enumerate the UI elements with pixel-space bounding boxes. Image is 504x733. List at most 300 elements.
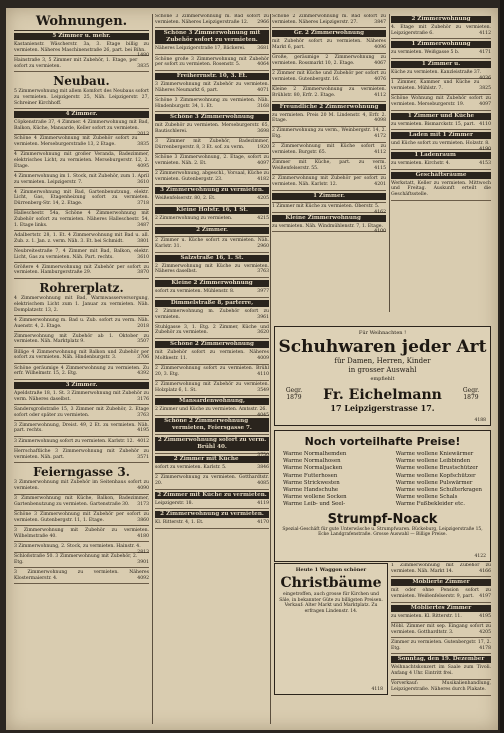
ad-divider [391, 576, 491, 577]
ad-ref-number: 3835 [137, 142, 149, 148]
ad-ref-number: 2966 [257, 19, 269, 25]
ad-text: 1 Zimmer, Kammer und Küche zu vermieten. Mühlstr. 7. [391, 80, 480, 92]
classified-ad [155, 501, 269, 507]
advert-item: Warme Normaljacken [283, 465, 343, 472]
ad-ref-number: 3750 [257, 453, 269, 459]
classified-ad [14, 120, 149, 137]
classified-ad [14, 265, 149, 276]
ad-headline-bar: 2 Zimmer mit Küche [155, 456, 269, 463]
classified-ad [155, 57, 269, 68]
ad-divider [14, 187, 149, 188]
ad-ref-number: 3706 [137, 355, 149, 361]
ad-headline-bar: Kleine Zimmerwohnung [272, 215, 386, 222]
advert-items-left [283, 451, 347, 509]
ad-ref-number: 3487 [137, 222, 149, 228]
classified-ad [391, 588, 491, 599]
ad-text: Werkstatt, Keller zu vermieten. Mittwoch und Freitag. Auskunft erteilt die Geschäftsstelle. [391, 180, 491, 198]
ad-divider [272, 69, 386, 70]
ad-headline-bar: 1 Zimmer. [272, 193, 386, 200]
ad-text: 1 Zimmer mit Küche zu vermieten. Oberstr. 5. [272, 204, 380, 210]
ad-text: Große, geräumige 2 Zimmerwohnung zu vermieten. Rossmarkt 10, 2. Etage. [272, 55, 386, 67]
ad-ref-number: 1480 [137, 53, 149, 59]
classified-ad [391, 624, 491, 635]
advert-ref: 4118 [371, 687, 383, 692]
ad-text: 2 Zimmerwohnung mit Zubehör per sofort zu vermieten. Näh. Karlstr. 12. [272, 176, 386, 187]
ad-divider [155, 434, 269, 435]
classified-ad [14, 391, 149, 402]
founded-label-left: Gegr. 1879 [285, 387, 303, 401]
ad-text: 2 Zimmerwohnung sofort zu vermieten. Brühl 20, 3. Etg. [155, 366, 269, 377]
column-3 [272, 14, 386, 312]
ad-headline-bar: 1 Zimmerwohnung [391, 41, 491, 48]
ad-text: Neubreitestraße 7, 4 Zimmer mit Bad, Balkon, elektr. Licht, Gas zu vermieten. Näh. Part. rechts. [14, 248, 149, 260]
classified-ad [14, 423, 149, 434]
ad-headline-bar: Möbliertes Zimmer [391, 605, 491, 612]
ad-text: Kleine 2 Zimmerwohnung zu vermieten. Brühlstr. 80, Erfr. 2. Etage. [272, 87, 386, 98]
classified-ad [155, 98, 269, 109]
classified-ad [155, 350, 269, 361]
ad-ref-number: 4092 [137, 575, 149, 581]
ad-text: 3 Zimmerwohnung mit Zubehör zu vermieten. Näheres Neumarkt 6, part. [155, 82, 269, 93]
classified-ad [391, 640, 491, 651]
ad-ref-number: 3173 [137, 501, 149, 507]
ad-text: und Küche sofort zu vermieten. Holzstr. 8. [391, 141, 490, 147]
ad-divider [155, 204, 269, 205]
advert-shoes [274, 326, 491, 426]
classified-ad [14, 42, 149, 59]
classified-ad [272, 128, 386, 139]
advert-item: Warme Strickwesten [283, 479, 340, 486]
column-rule [152, 14, 153, 724]
category-bar: 3 Zimmer. [14, 382, 149, 389]
ad-ref-number: 4180 [137, 533, 149, 539]
ad-text: Schöne 4 Zimmerwohnung mit Zubehör sofort zu vermieten. Merseburgerstraße 13, 2 Etage. [14, 136, 138, 148]
ad-headline-bar: 2 Zimmer mit Küche zu vermieten. [155, 492, 269, 499]
ad-divider [391, 679, 491, 680]
classified-ad [391, 25, 491, 36]
ad-divider [14, 462, 149, 463]
ad-text: Schöne 3 Zimmerwohnung, 2. Etage, sofort zu vermieten. Näh. 2. Et. [155, 155, 269, 166]
classified-ad [391, 665, 491, 676]
ad-text: Billige 4 Zimmerwohnung mit Balkon und Zubehör per sofort zu vermieten. Näh. Hindenburgstr. 3. [14, 349, 149, 361]
ad-ref-number: 4195 [479, 613, 491, 619]
ad-ref-number: 3801 [137, 238, 149, 244]
founded-label-right: Gegr. 1879 [462, 387, 480, 401]
ad-divider [391, 94, 491, 95]
classified-ad [272, 113, 386, 124]
ad-text: 2 Zimmer mit Küche und Zubehör per sofort zu vermieten. Gutenbergstr. 16. [272, 71, 386, 82]
advert-item: Warme wollene Pulswärmer [395, 479, 473, 486]
ad-headline-bar: 2 Zimmerwohnung zu vermieten. [155, 511, 269, 518]
ad-headline-bar: Sonntag, den 19. Dezember [391, 656, 491, 663]
classified-ad [391, 50, 491, 56]
ad-text: 4 Zimmerwohnung mit Bad, Gartenbenutzung, elektr. Licht, Gas, Etagenheizung sofort zu vermieten. Dürrenberg-Str. 14, 2. Etage. [14, 189, 149, 207]
ad-divider [14, 150, 149, 151]
advert-pre: Heute 1 Waggon schöner [295, 567, 367, 573]
classified-ad [155, 407, 269, 419]
ad-text: Sandersgroßstraße 15, 3 Zimmer mit Zubehör, 2. Etage sofort oder später zu vermieten. [14, 406, 149, 418]
advert-item: Warme Futterhosen [283, 472, 338, 479]
advert-line: in grosser Auswahl [348, 366, 417, 374]
ad-headline-bar: Schöne 3 Zimmerwohnung [155, 114, 269, 121]
section-title: Wohnungen. [14, 14, 149, 31]
ad-divider [272, 142, 386, 143]
ad-text: Apeldstraße 18, 1. St. 3 Zimmerwohnung mit Zubehör zu verm. Näheres daselbst. [14, 390, 149, 402]
classified-ad [391, 161, 491, 167]
advert-item: Warme wollene Kopfschützer [395, 472, 476, 479]
classified-ad [14, 350, 149, 361]
ad-divider [14, 230, 149, 231]
ad-ref-number: 4153 [479, 161, 491, 167]
classified-ad [155, 465, 269, 471]
ad-text: Stuhlgasse 3, 1. Etg. 2 Zimmer, Küche und Zubehör zu vermieten. [155, 324, 269, 336]
column-rule [389, 14, 390, 312]
ad-text: zu vermieten. Weißgasse 5 b. [391, 50, 460, 56]
ad-divider [155, 473, 269, 474]
category-big-heading: Feierngasse 3. [33, 465, 130, 480]
ad-ref-number: 4064 [257, 62, 269, 68]
classified-ad [155, 520, 269, 526]
ad-ref-number: 3176 [137, 396, 149, 402]
classified-ad [14, 366, 149, 377]
ad-divider [391, 110, 491, 111]
advert-item: Warme Handschuhe [283, 487, 339, 494]
ad-headline-bar: 1 Zimmer u. [391, 61, 491, 68]
ad-text: mit Zubehör sofort zu vermieten. Näheres Markt 6, part. [272, 39, 386, 51]
ad-ref-number: 3901 [137, 559, 149, 565]
classified-ad [14, 543, 149, 555]
ad-divider [14, 246, 149, 247]
ad-divider [14, 134, 149, 135]
ad-text: Weißenfelserstr. 80, 2. Et. [155, 196, 216, 202]
ad-divider [14, 331, 149, 332]
advert-item: Warme Normalhosen [283, 458, 341, 465]
advert-body: eingetroffen, auch grosse für Kirchen und Säle, in bekannter Güte zu billigsten Preisen. Verkauf: Alter Markt und Marktplatz. Zu erfragen Lindenstr. 14. [279, 592, 383, 614]
ad-divider [155, 338, 269, 339]
classified-ad [272, 14, 386, 25]
column-4-lower [391, 563, 491, 726]
classified-ad [272, 160, 386, 171]
ad-divider [391, 637, 491, 638]
ad-ref-number: 3620 [257, 330, 269, 336]
classified-ad [14, 89, 149, 106]
ad-ref-number: 4190 [479, 147, 491, 153]
ad-text: 3 Zimmerwohnung sofort zu vermieten. Karlstr. 12. [14, 438, 134, 444]
column-1 [14, 14, 149, 726]
ad-ref-number: 4112 [374, 150, 386, 156]
binding-edge [500, 0, 504, 733]
ad-text: 4 Zimmerwohnung im 1. Stock, mit Zubehör, zum 1. April zu vermieten. Leipzigerstr. 7. [14, 173, 149, 185]
ad-ref-number: 4095 [137, 163, 149, 169]
category-bar: 4 Zimmer. [14, 111, 149, 118]
ad-ref-number: 4115 [374, 165, 386, 171]
advert-item: Warme wollene Schulterkragen [395, 487, 482, 494]
ad-text: 1 Zimmerwohnung mit Zubehör zu vermieten. Näh. Markt 14. [391, 563, 491, 574]
ad-headline-bar: 1 Zimmer und Küche [391, 113, 491, 120]
ad-divider [14, 404, 149, 405]
ad-headline-bar: Kleine Hofstr. 16, 1 St. [155, 207, 269, 214]
ad-headline-bar: Freundliche 2 Zimmerwohnung [272, 104, 386, 111]
ad-text: Küche zu vermieten. Kanzleistraße 37. [391, 70, 482, 76]
ad-ref-number: 2960 [257, 244, 269, 250]
ad-ref-number: 4182 [257, 176, 269, 182]
ad-ref-number: 4112 [374, 92, 386, 98]
column-2 [155, 14, 269, 726]
ad-text: Schöne 3 Zimmerwohnung zu vermieten. Näh. Hindenburgstr. 34, 1. Et. [155, 97, 269, 109]
ad-divider [155, 322, 269, 323]
ad-headline-bar: Schöne 2 Zimmerwohnung [155, 341, 269, 348]
ad-text: Schöne 2 Zimmerwohnung m. Bad sofort zu vermieten. Näheres Leipzigerstr. 27. [272, 14, 386, 25]
ad-divider [391, 622, 491, 623]
ad-text: Näheres Leipzigerstraße 17, Bäckerei. [155, 46, 246, 52]
ad-ref-number: 3825 [479, 86, 491, 92]
ad-divider [14, 108, 149, 109]
advert-ref: 4122 [474, 554, 486, 559]
ad-text: 3 Zimmerwohnung, 2. Stock, zu vermieten. Hainstr. 4. [14, 543, 141, 549]
advert-headline: Christbäume [280, 575, 382, 591]
ad-text: mit oder ohne Pension sofort zu vermieten. Weißenfelserstr. 9, part. [391, 588, 491, 600]
advert-item: Warme wollene Leibbinden [395, 458, 471, 465]
ad-text: 3 Zimmerwohnung, Dreist. 49, 2 Et. zu vermieten. Näh. part. rechts. [14, 422, 149, 434]
ad-divider [155, 415, 269, 416]
classified-ad [14, 449, 149, 460]
ad-text: Größere 4 Zimmerwohnung mit Zubehör per sofort zu vermieten. Hamburgerstraße 29. [14, 264, 149, 276]
advert-item: Warme Leib- und Seel- [283, 501, 346, 508]
classified-ad [272, 176, 386, 187]
ad-ref-number: 2018 [137, 323, 149, 329]
classified-ad [14, 480, 149, 491]
ad-divider [391, 129, 491, 130]
ad-text: Halleschestr. 54a, Schöne 4 Zimmerwohnung mit Zubehör sofort zu vermieten. Näheres Halleschestr. 54, 1. Etage links. [14, 211, 149, 228]
ad-divider [155, 277, 269, 278]
category-big-heading: Neubau. [53, 74, 110, 89]
ad-divider [155, 380, 269, 381]
ad-divider [14, 494, 149, 495]
ad-text: Möbl. Zimmer mit sep. Eingang sofort zu vermieten. Gotthardtstr. 3. [391, 624, 491, 635]
ad-ref-number: 3763 [137, 412, 149, 418]
ad-divider [155, 489, 269, 490]
classified-ad [155, 216, 269, 222]
classified-ad [14, 296, 149, 313]
classified-ad [155, 46, 269, 52]
ad-text: 2 Zimmerwohnung, abgeschl., Vorsaal, Küche zu vermieten. Gutenbergstr. 23. [155, 171, 269, 182]
ad-ref-number: 4215 [257, 216, 269, 222]
ad-ref-number: 3571 [137, 454, 149, 460]
ad-ref-number: 4162 [374, 209, 386, 215]
classified-ad [155, 475, 269, 486]
ad-divider [14, 315, 149, 316]
ad-ref-number: 3763 [257, 269, 269, 275]
ad-text: Schöne geräumige 4 Zimmerwohnung zu vermieten. Zu erfr. Wilhelmstr. 15, 2. Etg. [14, 365, 149, 377]
ad-divider [391, 200, 491, 201]
ad-text: 2 Zimmerwohnung mit Zubehör zu vermieten. Holzplatz 6, 1. St. [155, 382, 269, 393]
ad-divider [155, 528, 269, 529]
ad-divider [272, 174, 386, 175]
ad-text: Kastanienstr. Wäscherstr. 3a, 3. Etage billig zu vermieten. Näheres Maschinenstraße 26, part. bei Bihn. [14, 42, 149, 53]
ad-ref-number: 3835 [137, 63, 149, 69]
ad-ref-number: 4172 [374, 134, 386, 140]
ad-ref-number: 3610 [137, 179, 149, 185]
ad-divider [155, 364, 269, 365]
ad-ref-number: 3870 [137, 270, 149, 276]
ad-divider [155, 252, 269, 253]
ad-text: zu vermieten. Kirchstr. 4. [391, 161, 451, 167]
classified-ad [391, 80, 491, 91]
ad-divider [272, 202, 386, 203]
ad-divider [391, 602, 491, 603]
ad-ref-number: 3961 [257, 314, 269, 320]
ad-headline-bar: Gr. 2 Zimmerwohnung [272, 30, 386, 37]
ad-ref-number: 4097 [479, 101, 491, 107]
classified-ad [14, 211, 149, 228]
classified-ad [155, 309, 269, 320]
ad-divider [155, 153, 269, 154]
classified-ad [14, 152, 149, 169]
ad-divider [14, 446, 149, 447]
ad-ref-number: 4071 [257, 87, 269, 93]
ad-ref-number: 1920 [257, 144, 269, 150]
advert-item: Warme Normalhemden [283, 451, 347, 457]
classified-ad [155, 171, 269, 182]
ad-divider [272, 190, 386, 191]
classified-ad [14, 407, 149, 418]
advert-headline: Noch vorteilhafte Preise! [304, 435, 461, 448]
ad-divider [155, 453, 269, 454]
classified-ad [155, 366, 269, 377]
ad-divider [155, 508, 269, 509]
ad-text: mit Zubehör sofort zu vermieten. Näheres Moltkestr. 11. [155, 350, 269, 361]
advert-christmas-trees [274, 563, 388, 695]
ad-text: Kl. Ritterstr. 4, 1. Et. [155, 520, 204, 526]
ad-ref-number: 4100 [374, 229, 386, 235]
classified-ad [14, 233, 149, 244]
ad-ref-number: 4085 [257, 481, 269, 487]
classified-ad [155, 82, 269, 93]
ad-text: zu vermieten. Bismarckstr. 15, part. [391, 121, 475, 127]
ad-ref-number: 3860 [137, 517, 149, 523]
classified-ad [272, 71, 386, 82]
ad-ref-number: 4012 [137, 438, 149, 444]
advert-item: Warme wollene Schals [395, 494, 458, 501]
ad-divider [14, 209, 149, 210]
ad-headline-bar: 1 Ladenraum [391, 152, 491, 159]
ad-ref-number: 4171 [479, 50, 491, 56]
ad-headline-bar: Schöne 3 Zimmerwohnung mit Zubehör sofort zu vermieten. [155, 30, 269, 44]
ad-ref-number: 4205 [257, 196, 269, 202]
ad-ref-number: 4392 [137, 371, 149, 377]
ad-divider [155, 111, 269, 112]
column-rule [270, 14, 271, 724]
ad-ref-number: 2013 [137, 131, 149, 137]
classified-ad [155, 155, 269, 166]
ad-divider [272, 27, 386, 28]
ad-text: 4. Etage mit Zubehör zu vermieten. Leipzigerstraße 6. [391, 25, 491, 36]
advert-item: Warme wollene Socken [283, 494, 347, 501]
ad-divider [155, 137, 269, 138]
ad-divider [272, 101, 386, 102]
advert-item: Warme wollene Kniewärmer [395, 451, 474, 457]
classified-ad [14, 318, 149, 329]
classified-ad [14, 439, 149, 445]
ad-headline-bar: Freiherrnstr. 10, 3. Et. [155, 73, 269, 80]
classified-ad [14, 528, 149, 539]
classified-ad [391, 70, 491, 81]
classified-ad [155, 264, 269, 275]
ad-divider [391, 149, 491, 150]
ad-text: mit Zubehör zu vermieten. Merseburgerstr. 65, Bautischlerei. [155, 123, 269, 135]
ad-text: 2 Zimmer und Küche zu vermieten. Amtsstr. 26. [155, 407, 267, 413]
ad-ref-number: 4195 [137, 428, 149, 434]
ad-divider [391, 695, 491, 696]
ad-divider [391, 38, 491, 39]
advert-item: Warme wollene Brustschützer [395, 465, 478, 472]
ad-divider [14, 552, 149, 553]
ad-text: zu vermieten. Kl. Ritterstr. 11. [391, 613, 462, 619]
ad-ref-number: 4201 [374, 181, 386, 187]
ad-ref-number: 3718 [137, 201, 149, 207]
classified-ad [14, 334, 149, 345]
classified-ad [14, 496, 149, 507]
ad-text: 3 Zimmerwohnung mit Küche, Balkon, Badezimmer, Gartenbenutzung zu vermieten. Gartenstraße 30. [14, 496, 149, 507]
ad-text: 5 Zimmerwohnung mit allem Komfort des Neubaus sofort zu vermieten. Leipzigerstr. 25, Näh. Leipzigerstr. 27, Schreiner Kirchhoff. [14, 89, 149, 106]
ad-divider [155, 54, 269, 55]
ad-ref-number: 3681 [257, 46, 269, 52]
ad-text: 4 Zimmerwohnung m. Bad u. Zub. sofort zu verm. Näh. Auenstr. 4, 2. Etage. [14, 317, 149, 329]
classified-ad [391, 141, 491, 153]
advert-firm: Fr. Eichelmann [323, 387, 442, 403]
ad-divider [14, 363, 149, 364]
classified-ad [391, 563, 491, 574]
ad-text: 3 Zimmerwohnung mit Zubehör zu vermieten. Wilhelmstraße 40. [14, 527, 149, 539]
ad-divider [14, 567, 149, 568]
ad-divider [272, 212, 386, 213]
ad-text: Zimmer mit Küche, part. zu verm. Weißenfelserstr. 55. [272, 160, 386, 171]
classified-ad [14, 570, 149, 581]
classified-ad [155, 238, 269, 249]
ad-divider [14, 171, 149, 172]
classified-ad [155, 325, 269, 336]
ad-divider [14, 71, 149, 72]
classified-ad [391, 681, 491, 692]
ad-ref-number: 4098 [374, 118, 386, 124]
classified-ad [272, 55, 386, 66]
ad-divider [14, 436, 149, 437]
ad-ref-number: 4166 [479, 568, 491, 574]
ad-text: Weihnachtskonzert im Saale zum Tivoli. Anfang 4 Uhr. Eintritt frei. [391, 665, 491, 677]
ad-divider [14, 525, 149, 526]
column-4 [391, 14, 491, 312]
ad-text: 2 Zimmerwohnung mit Küche zu vermieten. Näheres daselbst. [155, 263, 269, 275]
ad-divider [14, 379, 149, 380]
ad-divider [155, 297, 269, 298]
ad-headline-bar: Geschäftsräume [391, 172, 491, 179]
advert-firm: Strumpf-Noack [327, 511, 438, 527]
ad-ref-number: 4067 [374, 61, 386, 67]
ad-divider [155, 236, 269, 237]
ad-text: Hainstraße 3, 5 Zimmer mit Zubehör, 1. Etage, per sofort zu vermieten. [14, 57, 138, 69]
advert-line: empfiehlt [370, 376, 395, 382]
ad-ref-number: 3168 [257, 103, 269, 109]
ad-divider [272, 158, 386, 159]
ad-ref-number: 4076 [374, 76, 386, 82]
advert-item: Warme Fußbekleider etc. [395, 501, 466, 508]
ad-divider [14, 420, 149, 421]
classified-ad [14, 512, 149, 523]
ad-headline-bar: Möblierte Zimmer [391, 579, 491, 586]
ad-headline-bar: 2 Zimmerwohnung sofort zu verm. Brühl 40. [155, 437, 269, 451]
ad-ref-number: 4170 [257, 520, 269, 526]
ad-headline-bar: Kleine 2 Zimmerwohnung [155, 280, 269, 287]
